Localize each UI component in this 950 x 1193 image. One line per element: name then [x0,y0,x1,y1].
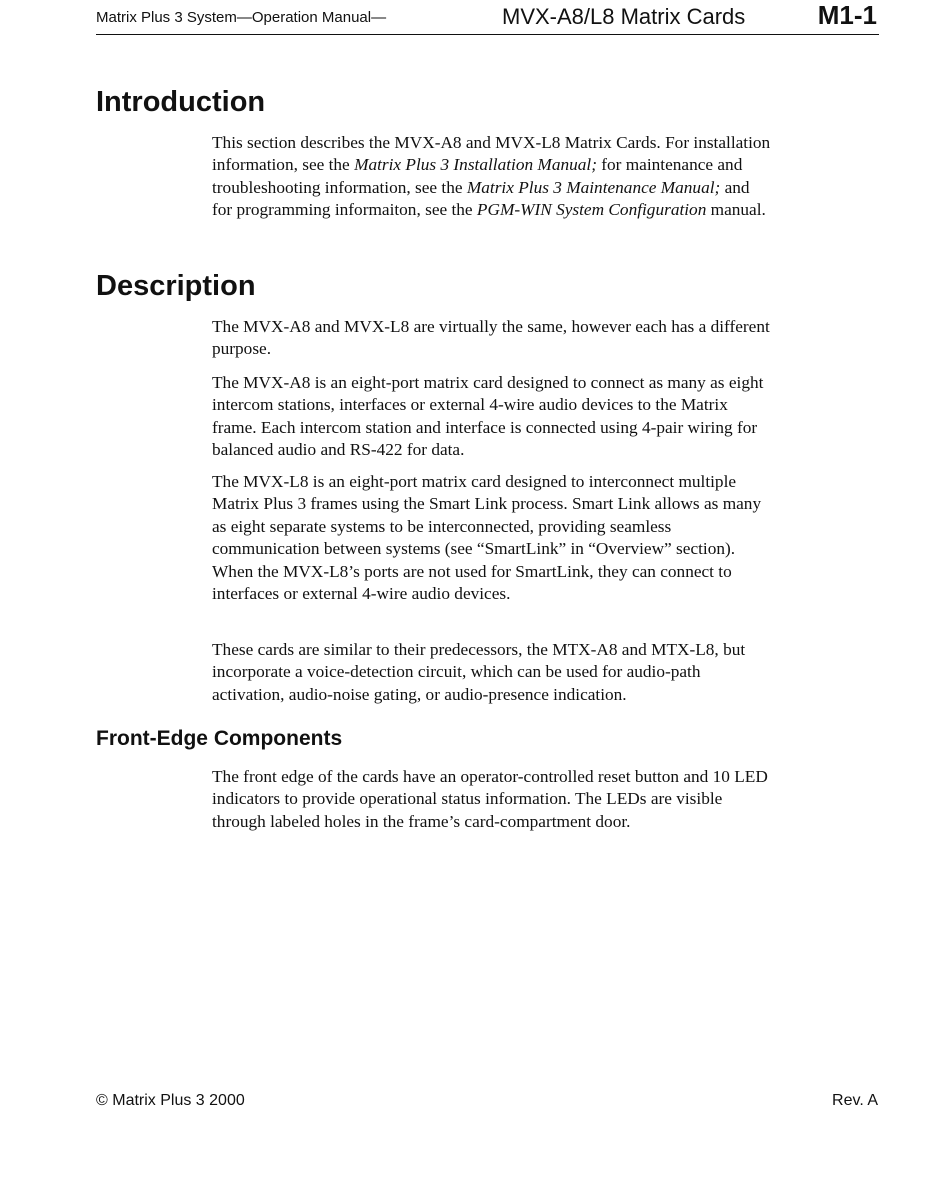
description-paragraph: These cards are similar to their predecessors, the MTX-A8 and MTX-L8, but incorporate a voice-detection circuit, which can be used for audio-path activation, audio-noise gating, or audio-presence indication. [212,640,746,704]
front-edge-paragraph: The front edge of the cards have an operator-controlled reset button and 10 LED indicators to provide operational status information. The LEDs are visible through labeled holes in the frame’s card-compartment door. [212,767,768,831]
introduction-heading: Introduction [96,86,266,118]
footer-copyright: © Matrix Plus 3 2000 [96,1092,245,1109]
manual-title: Matrix Plus 3 System—Operation Manual— [96,9,387,26]
introduction-paragraph: This section describes the MVX-A8 and MVX-L8 Matrix Cards. For installation information, see the Matrix Plus 3 Installation Manual; for maintenance and troubleshooting information, see the Matrix Plus 3 Maintenance Manual; and for programming informaiton, see the PGM-WIN System Configuration manual. [212,133,771,220]
description-paragraph: The MVX-A8 and MVX-L8 are virtually the same, however each has a different purpose. [212,317,770,359]
description-paragraph: The MVX-L8 is an eight-port matrix card designed to interconnect multiple Matrix Plus 3 frames using the Smart Link process. Smart Link allows as many as eight separate systems to be interconnected, providing seamless communication between systems (see “SmartLink” in “Overview” section). When the MVX-L8’s ports are not used for SmartLink, they can connect to interfaces or external 4-wire audio devices. [212,472,762,604]
maintenance-manual-ref: Matrix Plus 3 Maintenance Manual; [466,177,721,197]
front-edge-heading: Front-Edge Components [96,727,343,750]
section-title: MVX-A8/L8 Matrix Cards [502,4,746,29]
page-number: M1-1 [817,0,877,30]
installation-manual-ref: Matrix Plus 3 Installation Manual; [354,155,597,175]
description-heading: Description [96,270,256,302]
pgm-win-manual-ref: PGM-WIN System Configuration [476,200,707,220]
description-paragraph: The MVX-A8 is an eight-port matrix card designed to connect as many as eight intercom stations, interfaces or external 4-wire audio devices to the Matrix frame. Each intercom station and interface is connected using 4-pair wiring for balanced audio and RS-422 for data. [212,373,764,460]
page-header [96,0,879,35]
footer-revision: Rev. A [832,1092,878,1109]
